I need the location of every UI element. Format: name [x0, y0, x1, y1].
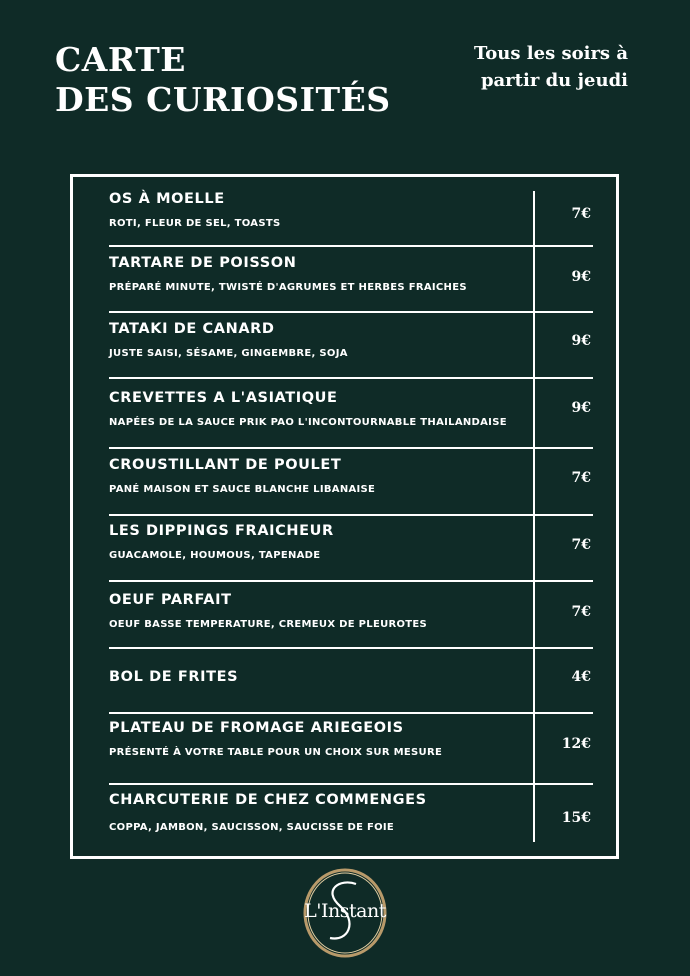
- menu-item-name: TARTARE DE POISSON: [109, 255, 297, 271]
- menu-title-line1: CARTE: [55, 40, 186, 79]
- menu-item-description: OEUF BASSE TEMPERATURE, CREMEUX DE PLEUROTES: [109, 619, 428, 630]
- menu-item-name: OEUF PARFAIT: [109, 592, 232, 608]
- menu-title-line2: DES CURIOSITÉS: [55, 80, 391, 119]
- row-divider: [109, 580, 593, 582]
- menu-item-price: 7€: [571, 470, 591, 486]
- menu-item-price: 9€: [571, 269, 591, 285]
- menu-item-name: LES DIPPINGS FRAICHEUR: [109, 523, 334, 539]
- menu-item-price: 7€: [571, 604, 591, 620]
- menu-item: [109, 792, 593, 852]
- menu-item-name: TATAKI DE CANARD: [109, 321, 275, 337]
- menu-item: [109, 255, 593, 311]
- menu-item-name: PLATEAU DE FROMAGE ARIEGEOIS: [109, 720, 404, 736]
- menu-item: [109, 523, 593, 579]
- menu-item-description: JUSTE SAISI, SÉSAME, GINGEMBRE, SOJA: [109, 348, 348, 359]
- row-divider: [109, 245, 593, 247]
- menu-item-name: CHARCUTERIE DE CHEZ COMMENGES: [109, 792, 427, 808]
- menu-item: [109, 592, 593, 648]
- row-divider: [109, 377, 593, 379]
- schedule-line2: partir du jeudi: [480, 70, 628, 91]
- menu-item-name: CREVETTES A L'ASIATIQUE: [109, 390, 338, 406]
- menu-item: [109, 457, 593, 513]
- menu-item-description: ROTI, FLEUR DE SEL, TOASTS: [109, 218, 281, 229]
- menu-item-description: GUACAMOLE, HOUMOUS, TAPENADE: [109, 550, 321, 561]
- menu-item-price: 9€: [571, 333, 591, 349]
- menu-item-price: 12€: [561, 736, 591, 752]
- menu-item-name: BOL DE FRITES: [109, 669, 239, 685]
- menu-item-price: 7€: [571, 206, 591, 222]
- row-divider: [109, 712, 593, 714]
- row-divider: [109, 514, 593, 516]
- menu-item-description: COPPA, JAMBON, SAUCISSON, SAUCISSE DE FOIE: [109, 822, 395, 833]
- menu-item-name: CROUSTILLANT DE POULET: [109, 457, 342, 473]
- logo-text: L'Instant: [304, 900, 386, 922]
- menu-item: [109, 191, 593, 247]
- menu-item: [109, 669, 593, 699]
- schedule-line1: Tous les soirs à: [473, 43, 628, 64]
- menu-item-price: 9€: [571, 400, 591, 416]
- menu-item-price: 15€: [561, 810, 591, 826]
- row-divider: [109, 647, 593, 649]
- menu-item-price: 7€: [571, 537, 591, 553]
- row-divider: [109, 783, 593, 785]
- menu-item-name: OS À MOELLE: [109, 191, 225, 207]
- menu-item-description: PRÉSENTÉ À VOTRE TABLE POUR UN CHOIX SUR MESURE: [109, 747, 443, 758]
- menu-item: [109, 321, 593, 377]
- menu-item: [109, 390, 593, 446]
- menu-item: [109, 720, 593, 776]
- menu-frame: [70, 174, 619, 859]
- row-divider: [109, 311, 593, 313]
- menu-item-description: PANÉ MAISON ET SAUCE BLANCHE LIBANAISE: [109, 484, 376, 495]
- restaurant-logo: [300, 868, 390, 958]
- menu-item-price: 4€: [571, 669, 591, 685]
- menu-title: [55, 40, 391, 120]
- row-divider: [109, 447, 593, 449]
- schedule-note: [458, 40, 628, 94]
- menu-item-description: NAPÉES DE LA SAUCE PRIK PAO L'INCONTOURNABLE THAILANDAISE: [109, 417, 507, 428]
- menu-item-description: PRÉPARÉ MINUTE, TWISTÉ D'AGRUMES ET HERBES FRAICHES: [109, 282, 467, 293]
